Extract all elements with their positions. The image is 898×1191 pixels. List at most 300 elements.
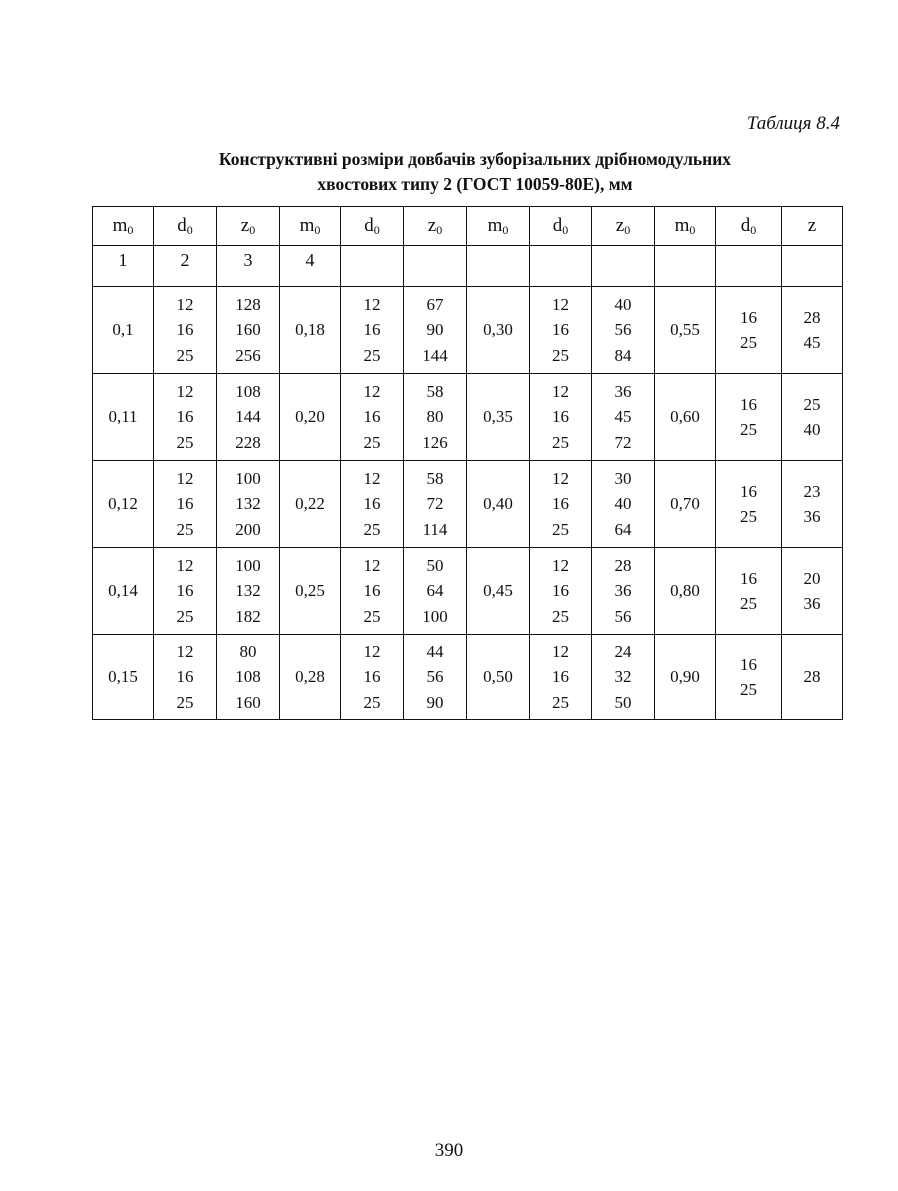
- cell-value: 16: [740, 568, 757, 588]
- column-number-cell: [716, 246, 782, 287]
- cell-value: 108: [235, 381, 261, 401]
- table-cell: [716, 374, 782, 461]
- column-header: [341, 207, 404, 246]
- cell-value: 228: [235, 432, 261, 452]
- table-cell: [530, 635, 592, 720]
- cell-value: 16: [552, 581, 569, 601]
- table-cell: [280, 287, 341, 374]
- cell-values: [740, 305, 757, 356]
- cell-values: [364, 639, 381, 716]
- column-header: [782, 207, 843, 246]
- cell-value: 25: [740, 680, 757, 699]
- cell-value: 12: [363, 294, 381, 314]
- cell-value: 12: [552, 555, 569, 575]
- table-cell: [655, 374, 716, 461]
- column-header: [592, 207, 655, 246]
- table-cell: [154, 374, 217, 461]
- cell-value: 25: [552, 606, 569, 626]
- cell-value: 0,25: [295, 581, 325, 601]
- table-cell: [93, 374, 154, 461]
- cell-value: 30: [614, 468, 632, 488]
- cell-value: 12: [552, 294, 569, 314]
- cell-values: [670, 491, 700, 517]
- cell-value: 12: [176, 555, 194, 575]
- table-cell: [716, 461, 782, 548]
- table-cell: [341, 374, 404, 461]
- table-cell: [404, 635, 467, 720]
- cell-value: 0,1: [112, 320, 134, 340]
- table-title: [100, 147, 850, 197]
- cell-values: [670, 404, 700, 430]
- cell-value: 0,80: [670, 581, 700, 601]
- cell-values: [670, 317, 700, 343]
- cell-values: [177, 466, 194, 543]
- column-header: [93, 207, 154, 246]
- cell-value: 72: [426, 494, 444, 514]
- cell-values: [483, 664, 513, 690]
- cell-values: [235, 379, 261, 456]
- cell-value: 36: [614, 581, 632, 601]
- cell-value: 58: [426, 468, 444, 488]
- cell-value: 16: [363, 407, 381, 427]
- cell-values: [615, 379, 632, 456]
- cell-value: 25: [176, 345, 194, 365]
- cell-values: [615, 553, 632, 630]
- cell-value: 67: [426, 294, 444, 314]
- table-cell: [716, 548, 782, 635]
- cell-values: [177, 553, 194, 630]
- table-cell: [217, 635, 280, 720]
- table-cell: [341, 635, 404, 720]
- cell-values: [177, 639, 194, 716]
- cell-values: [804, 479, 821, 530]
- table-cell: [782, 461, 843, 548]
- table-cell: [217, 461, 280, 548]
- cell-values: [177, 292, 194, 369]
- column-number-cell: [467, 246, 530, 287]
- cell-value: 25: [363, 692, 381, 712]
- table-cell: [217, 548, 280, 635]
- table-cell: [592, 461, 655, 548]
- table-title-line-2: хвостових типу 2 (ГОСТ 10059-80Е), мм: [317, 174, 633, 194]
- cell-values: [235, 466, 261, 543]
- cell-values: [483, 491, 513, 517]
- cell-value: 12: [363, 641, 381, 661]
- cell-values: [177, 379, 194, 456]
- table-row: [93, 374, 843, 461]
- cell-value: 23: [803, 481, 821, 501]
- column-number-cell: [592, 246, 655, 287]
- cell-value: 25: [740, 507, 757, 526]
- table-cell: [782, 635, 843, 720]
- column-header: [217, 207, 280, 246]
- cell-values: [295, 491, 325, 517]
- column-header-symbol: m: [299, 214, 315, 236]
- column-header-subscript: 0: [502, 222, 509, 237]
- cell-value: 16: [363, 494, 381, 514]
- page-number: 390: [434, 1140, 464, 1161]
- cell-value: 56: [614, 320, 632, 340]
- cell-value: 36: [614, 381, 632, 401]
- column-number-cell: [341, 246, 404, 287]
- cell-value: 0,40: [483, 494, 513, 514]
- cell-value: 0,55: [670, 320, 700, 340]
- cell-value: 12: [176, 381, 194, 401]
- cell-values: [422, 553, 448, 630]
- cell-value: 84: [614, 345, 632, 365]
- cell-value: 25: [363, 432, 381, 452]
- cell-value: 0,15: [108, 667, 138, 687]
- column-number-cell: [782, 246, 843, 287]
- cell-value: 72: [614, 432, 632, 452]
- table-cell: [404, 287, 467, 374]
- cell-value: 25: [176, 519, 194, 539]
- cell-values: [615, 466, 632, 543]
- shaper-cutter-dimensions-table: [92, 206, 843, 720]
- cell-value: 56: [426, 667, 444, 687]
- cell-values: [364, 379, 381, 456]
- cell-value: 20: [803, 568, 821, 588]
- cell-values: [364, 466, 381, 543]
- table-cell: [467, 635, 530, 720]
- table-cell: [530, 287, 592, 374]
- cell-value: 0,45: [483, 581, 513, 601]
- cell-value: 16: [552, 320, 569, 340]
- cell-value: 256: [235, 345, 261, 365]
- cell-value: 25: [740, 333, 757, 352]
- cell-value: 0,50: [483, 667, 513, 687]
- table-cell: [404, 548, 467, 635]
- table-cell: [217, 374, 280, 461]
- column-header-subscript: 0: [314, 222, 321, 237]
- table-cell: [404, 461, 467, 548]
- table-row: [93, 548, 843, 635]
- cell-value: 16: [176, 667, 194, 687]
- cell-value: 0,90: [670, 667, 700, 687]
- cell-value: 36: [803, 507, 821, 526]
- cell-values: [552, 379, 569, 456]
- cell-value: 16: [740, 307, 757, 327]
- column-header-symbol: z: [807, 215, 817, 236]
- table-cell: [280, 635, 341, 720]
- cell-value: 32: [614, 667, 632, 687]
- column-header: [530, 207, 592, 246]
- column-number-row: [93, 246, 843, 287]
- column-header-subscript: 0: [127, 222, 134, 237]
- cell-values: [427, 639, 444, 716]
- cell-values: [740, 392, 757, 443]
- table-cell: [592, 548, 655, 635]
- column-header-symbol: d: [552, 214, 563, 236]
- table-cell: [93, 287, 154, 374]
- table-cell: [93, 461, 154, 548]
- table-cell: [341, 461, 404, 548]
- column-header: [655, 207, 716, 246]
- table-title-line-1: Конструктивні розміри довбачів зуборізальних дрібномодульних: [218, 149, 732, 169]
- column-header-symbol: m: [487, 214, 503, 236]
- column-number-cell: [404, 246, 467, 287]
- cell-values: [483, 317, 513, 343]
- column-header-symbol: m: [674, 214, 690, 236]
- cell-values: [804, 392, 821, 443]
- table-cell: [280, 548, 341, 635]
- cell-value: 128: [235, 294, 261, 314]
- cell-value: 45: [803, 333, 821, 352]
- cell-value: 132: [235, 494, 261, 514]
- table-cell: [655, 461, 716, 548]
- cell-value: 16: [740, 654, 757, 674]
- table-cell: [280, 374, 341, 461]
- cell-values: [422, 379, 448, 456]
- table-cell: [467, 374, 530, 461]
- column-number-cell: 4: [280, 246, 341, 287]
- cell-values: [483, 578, 513, 604]
- cell-value: 0,22: [295, 494, 325, 514]
- cell-values: [364, 292, 381, 369]
- column-header: [404, 207, 467, 246]
- column-number-cell: 3: [217, 246, 280, 287]
- cell-value: 58: [426, 381, 444, 401]
- column-header: [154, 207, 217, 246]
- cell-value: 25: [803, 394, 821, 414]
- cell-value: 25: [363, 606, 381, 626]
- cell-value: 12: [363, 468, 381, 488]
- column-header-subscript: 0: [186, 222, 193, 237]
- cell-value: 25: [552, 432, 569, 452]
- cell-value: 25: [552, 519, 569, 539]
- cell-values: [295, 317, 325, 343]
- header-row: [93, 207, 843, 246]
- column-header-subscript: 0: [436, 222, 443, 237]
- cell-values: [615, 639, 632, 716]
- cell-values: [235, 553, 261, 630]
- cell-value: 182: [235, 606, 261, 626]
- cell-value: 16: [740, 394, 757, 414]
- cell-value: 28: [614, 555, 632, 575]
- table-cell: [467, 548, 530, 635]
- cell-values: [740, 566, 757, 617]
- table-cell: [592, 635, 655, 720]
- cell-values: [108, 578, 138, 604]
- cell-values: [615, 292, 632, 369]
- table-cell: [782, 374, 843, 461]
- cell-value: 80: [426, 407, 444, 427]
- column-header-subscript: 0: [750, 222, 757, 237]
- cell-values: [295, 664, 325, 690]
- table-cell: [530, 461, 592, 548]
- column-header-symbol: z: [240, 214, 250, 236]
- table-cell: [716, 287, 782, 374]
- cell-value: 0,12: [108, 494, 138, 514]
- table-cell: [716, 635, 782, 720]
- cell-value: 16: [552, 667, 569, 687]
- table-cell: [341, 548, 404, 635]
- cell-value: 0,20: [295, 407, 325, 427]
- column-header-symbol: d: [364, 214, 374, 236]
- cell-value: 28: [803, 667, 821, 687]
- table-cell: [154, 548, 217, 635]
- cell-value: 45: [614, 407, 632, 427]
- cell-value: 0,14: [108, 581, 138, 601]
- cell-values: [552, 639, 569, 716]
- table-cell: [655, 287, 716, 374]
- cell-values: [108, 404, 137, 430]
- cell-value: 16: [552, 407, 569, 427]
- table-cell: [592, 374, 655, 461]
- cell-value: 0,18: [295, 320, 325, 340]
- table-row: [93, 461, 843, 548]
- cell-value: 64: [426, 581, 444, 601]
- cell-values: [552, 553, 569, 630]
- cell-value: 25: [363, 345, 381, 365]
- cell-value: 44: [426, 641, 444, 661]
- cell-value: 114: [422, 519, 448, 539]
- cell-value: 100: [422, 606, 448, 626]
- cell-values: [423, 466, 448, 543]
- column-header-subscript: 0: [373, 222, 380, 237]
- cell-value: 126: [422, 432, 448, 452]
- cell-value: 64: [614, 519, 632, 539]
- cell-value: 16: [176, 407, 194, 427]
- table-cell: [782, 287, 843, 374]
- cell-value: 25: [552, 692, 569, 712]
- table-cell: [93, 548, 154, 635]
- cell-value: 90: [426, 692, 444, 712]
- cell-value: 12: [363, 555, 381, 575]
- column-header-symbol: d: [740, 214, 751, 236]
- cell-values: [670, 664, 700, 690]
- cell-value: 0,60: [670, 407, 700, 427]
- table-row: [93, 287, 843, 374]
- column-header-subscript: 0: [562, 222, 569, 237]
- table-cell: [467, 287, 530, 374]
- cell-values: [364, 553, 381, 630]
- cell-value: 40: [614, 294, 632, 314]
- cell-value: 25: [176, 432, 194, 452]
- cell-values: [235, 639, 261, 716]
- column-header-subscript: 0: [624, 222, 631, 237]
- cell-value: 108: [235, 667, 261, 687]
- cell-value: 0,11: [108, 407, 138, 427]
- cell-value: 160: [235, 692, 261, 712]
- column-header-subscript: 0: [689, 222, 696, 237]
- cell-value: 12: [363, 381, 381, 401]
- cell-value: 25: [740, 420, 757, 439]
- table-cell: [280, 461, 341, 548]
- cell-value: 16: [740, 481, 757, 501]
- table-label: Таблиця 8.4: [746, 113, 840, 134]
- cell-value: 25: [552, 345, 569, 365]
- table-cell: [782, 548, 843, 635]
- table-cell: [93, 635, 154, 720]
- cell-values: [483, 404, 513, 430]
- cell-value: 25: [740, 594, 757, 613]
- table-cell: [404, 374, 467, 461]
- cell-values: [740, 479, 757, 530]
- cell-value: 40: [803, 420, 821, 439]
- table-cell: [154, 461, 217, 548]
- cell-value: 50: [426, 555, 444, 575]
- cell-value: 132: [235, 581, 261, 601]
- cell-value: 12: [552, 641, 569, 661]
- cell-values: [295, 404, 325, 430]
- cell-value: 28: [803, 307, 821, 327]
- cell-values: [108, 491, 138, 517]
- cell-value: 50: [614, 692, 632, 712]
- table-cell: [154, 287, 217, 374]
- table-cell: [341, 287, 404, 374]
- cell-value: 0,70: [670, 494, 700, 514]
- column-header-symbol: z: [427, 214, 437, 236]
- cell-value: 0,28: [295, 667, 325, 687]
- cell-value: 24: [614, 641, 632, 661]
- cell-values: [740, 652, 757, 703]
- cell-values: [804, 566, 821, 617]
- cell-value: 16: [176, 581, 194, 601]
- cell-values: [422, 292, 448, 369]
- table-cell: [467, 461, 530, 548]
- cell-value: 0,30: [483, 320, 513, 340]
- cell-value: 90: [426, 320, 444, 340]
- column-header: [467, 207, 530, 246]
- table-cell: [655, 548, 716, 635]
- table-cell: [530, 374, 592, 461]
- cell-value: 100: [235, 555, 261, 575]
- column-number-cell: [655, 246, 716, 287]
- cell-value: 56: [614, 606, 632, 626]
- column-number-cell: 2: [154, 246, 217, 287]
- cell-value: 16: [176, 494, 194, 514]
- cell-values: [804, 305, 821, 356]
- column-header-subscript: 0: [249, 222, 256, 237]
- cell-value: 144: [235, 407, 261, 427]
- cell-value: 16: [552, 494, 569, 514]
- cell-values: [552, 292, 569, 369]
- cell-values: [108, 664, 138, 690]
- cell-value: 200: [235, 519, 261, 539]
- cell-value: 0,35: [483, 407, 513, 427]
- table-cell: [655, 635, 716, 720]
- cell-value: 16: [363, 667, 381, 687]
- cell-value: 12: [176, 294, 194, 314]
- cell-values: [552, 466, 569, 543]
- cell-value: 36: [803, 594, 821, 613]
- cell-value: 100: [235, 468, 261, 488]
- column-header-symbol: d: [177, 214, 187, 236]
- column-header: [716, 207, 782, 246]
- cell-value: 160: [235, 320, 261, 340]
- cell-values: [670, 578, 700, 604]
- cell-value: 25: [176, 692, 194, 712]
- cell-value: 25: [363, 519, 381, 539]
- column-header-symbol: z: [615, 214, 625, 236]
- cell-value: 80: [239, 641, 257, 661]
- table-cell: [217, 287, 280, 374]
- cell-value: 12: [552, 381, 569, 401]
- table-row: [93, 635, 843, 720]
- cell-value: 12: [552, 468, 569, 488]
- table-cell: [530, 548, 592, 635]
- cell-value: 16: [176, 320, 194, 340]
- cell-value: 25: [176, 606, 194, 626]
- cell-value: 144: [422, 345, 448, 365]
- cell-values: [804, 664, 821, 690]
- column-header-symbol: m: [112, 214, 128, 236]
- cell-values: [295, 578, 325, 604]
- table-cell: [154, 635, 217, 720]
- cell-value: 16: [363, 581, 381, 601]
- cell-value: 12: [176, 468, 194, 488]
